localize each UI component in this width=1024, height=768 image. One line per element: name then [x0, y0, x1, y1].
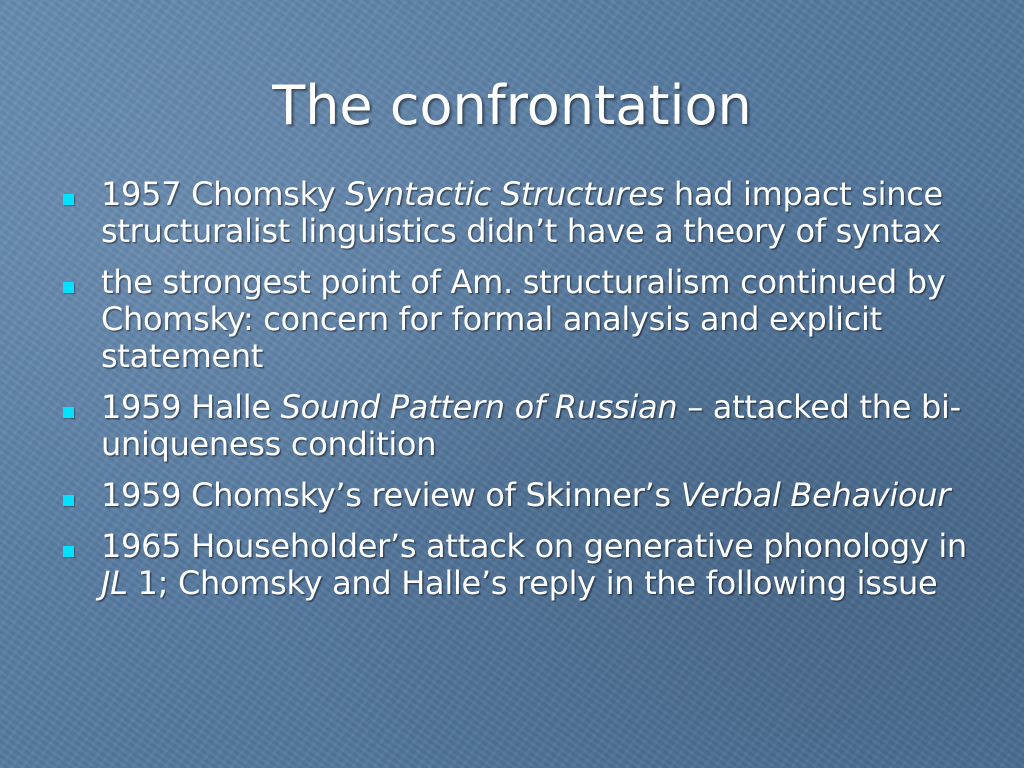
bullet-segment-italic: Sound Pattern of Russian [280, 388, 678, 426]
bullet-segment: 1; Chomsky and Halle’s reply in the following issue [127, 564, 938, 602]
bullet-text [101, 476, 950, 514]
bullet-segment-italic: Syntactic Structures [345, 175, 664, 213]
bullet-item [60, 477, 970, 514]
square-bullet-icon [63, 194, 74, 205]
bullet-text [101, 388, 961, 463]
square-bullet-icon [63, 495, 74, 506]
bullet-text [101, 263, 945, 375]
bullet-item [60, 176, 970, 250]
bullet-segment: – attacked the bi-uniqueness condition [101, 388, 961, 463]
bullet-segment: 1957 Chomsky [101, 175, 346, 213]
square-bullet-icon [63, 407, 74, 418]
bullet-item [60, 528, 970, 602]
bullet-segment: 1965 Householder’s attack on generative phonology in [101, 527, 967, 565]
square-bullet-icon [63, 546, 74, 557]
bullet-text [101, 527, 967, 602]
bullet-segment: had impact since structuralist linguistics didn’t have a theory of syntax [101, 175, 943, 250]
bullet-item [60, 264, 970, 375]
bullet-segment-italic: Verbal Behaviour [680, 476, 951, 514]
bullet-segment: 1959 Chomsky’s review of Skinner’s [101, 476, 681, 514]
bullet-segment: the strongest point of Am. structuralism continued by Chomsky: concern for formal analysis and explicit statement [101, 263, 946, 375]
bullet-list [60, 176, 970, 616]
slide-title: The confrontation [272, 74, 752, 137]
bullet-item [60, 389, 970, 463]
square-bullet-icon [63, 282, 74, 293]
bullet-text [101, 175, 943, 250]
bullet-segment: 1959 Halle [101, 388, 281, 426]
bullet-segment-italic: JL [101, 564, 128, 602]
